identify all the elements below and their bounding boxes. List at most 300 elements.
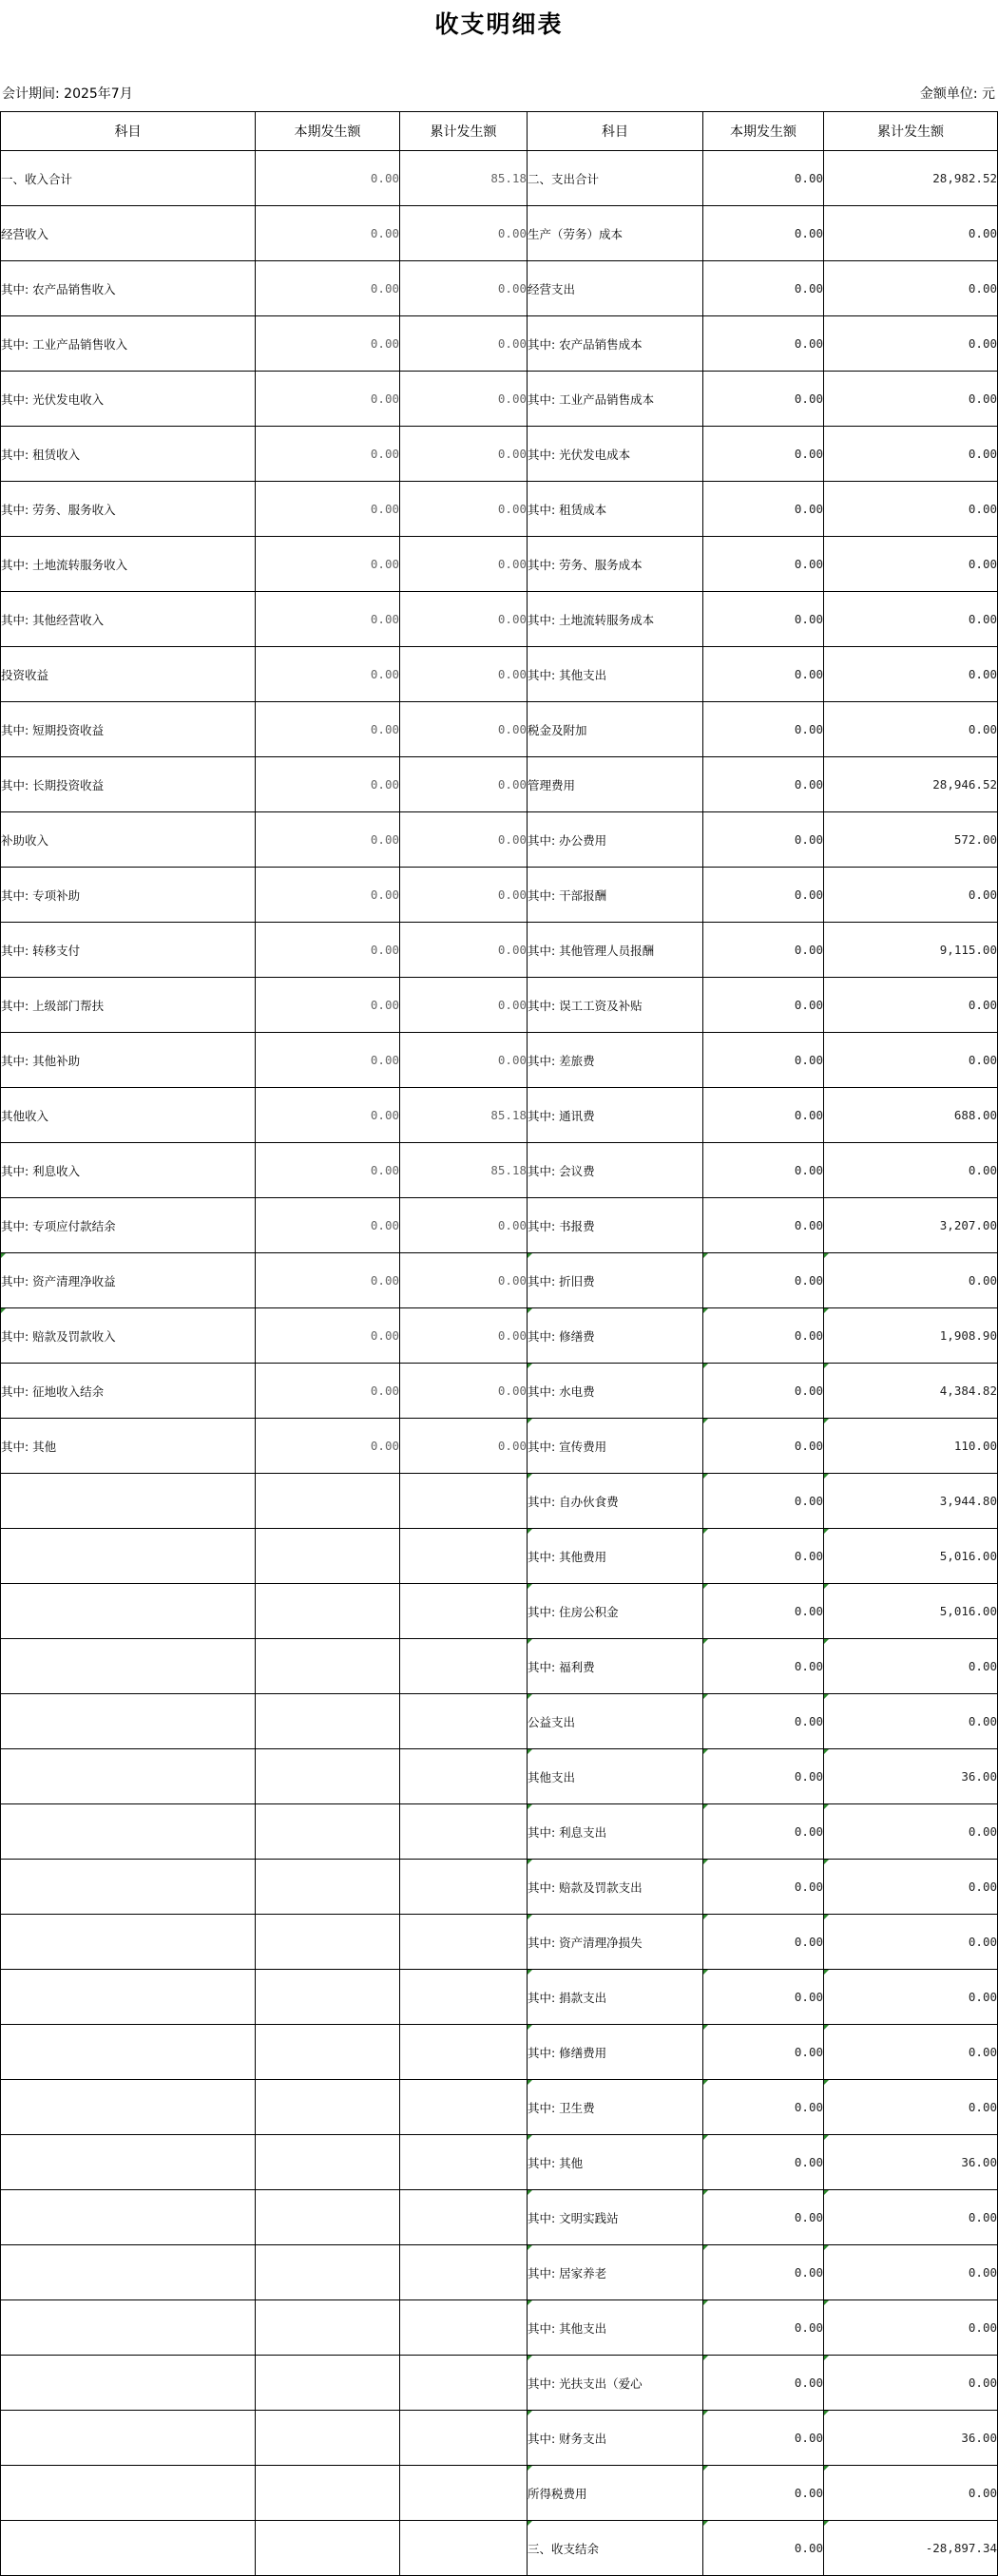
income-current-cell bbox=[256, 2521, 400, 2576]
income-current-cell: 0.00 bbox=[256, 316, 400, 372]
income-current-cell: 0.00 bbox=[256, 427, 400, 482]
expense-cumulative-cell: 3,207.00 bbox=[824, 1198, 998, 1253]
income-subject-cell: 补助收入 bbox=[1, 812, 256, 868]
expense-current-cell: 0.00 bbox=[703, 1970, 824, 2025]
expense-current-cell: 0.00 bbox=[703, 1308, 824, 1364]
income-subject-cell bbox=[1, 2025, 256, 2080]
income-current-cell bbox=[256, 2300, 400, 2356]
expense-cumulative-cell: 36.00 bbox=[824, 2411, 998, 2466]
table-row bbox=[1, 427, 998, 482]
table-row bbox=[1, 868, 998, 923]
expense-current-cell: 0.00 bbox=[703, 2025, 824, 2080]
expense-cumulative-cell: 28,982.52 bbox=[824, 151, 998, 206]
expense-cumulative-cell: 0.00 bbox=[824, 1253, 998, 1308]
expense-subject-cell: 三、收支结余 bbox=[528, 2521, 703, 2576]
income-cumulative-cell bbox=[400, 1749, 528, 1804]
income-current-cell: 0.00 bbox=[256, 923, 400, 978]
expense-cumulative-cell: 0.00 bbox=[824, 1143, 998, 1198]
income-current-cell: 0.00 bbox=[256, 1364, 400, 1419]
income-subject-cell bbox=[1, 1860, 256, 1915]
income-current-cell: 0.00 bbox=[256, 151, 400, 206]
table-row bbox=[1, 1694, 998, 1749]
table-row bbox=[1, 372, 998, 427]
expense-subject-cell: 其中: 其他支出 bbox=[528, 2300, 703, 2356]
income-current-cell: 0.00 bbox=[256, 1143, 400, 1198]
table-row bbox=[1, 1364, 998, 1419]
income-current-cell: 0.00 bbox=[256, 757, 400, 812]
income-subject-cell: 其中: 其他补助 bbox=[1, 1033, 256, 1088]
expense-current-cell: 0.00 bbox=[703, 812, 824, 868]
income-cumulative-cell: 0.00 bbox=[400, 206, 528, 261]
expense-cumulative-cell: 0.00 bbox=[824, 2356, 998, 2411]
expense-current-cell: 0.00 bbox=[703, 1143, 824, 1198]
income-cumulative-cell: 85.18 bbox=[400, 1088, 528, 1143]
income-current-cell: 0.00 bbox=[256, 1308, 400, 1364]
expense-cumulative-cell: 0.00 bbox=[824, 482, 998, 537]
table-row bbox=[1, 316, 998, 372]
header-income-current: 本期发生额 bbox=[256, 112, 400, 151]
table-row bbox=[1, 2466, 998, 2521]
income-current-cell: 0.00 bbox=[256, 1088, 400, 1143]
expense-subject-cell: 其中: 居家养老 bbox=[528, 2245, 703, 2300]
table-row bbox=[1, 812, 998, 868]
header-income-subject: 科目 bbox=[1, 112, 256, 151]
table-row bbox=[1, 1419, 998, 1474]
income-current-cell bbox=[256, 2466, 400, 2521]
table-row bbox=[1, 1308, 998, 1364]
table-row bbox=[1, 2135, 998, 2190]
income-current-cell bbox=[256, 1804, 400, 1860]
expense-current-cell: 0.00 bbox=[703, 2245, 824, 2300]
income-subject-cell: 其中: 征地收入结余 bbox=[1, 1364, 256, 1419]
accounting-period: 会计期间: 2025年7月 bbox=[2, 86, 133, 102]
expense-current-cell: 0.00 bbox=[703, 1915, 824, 1970]
expense-current-cell: 0.00 bbox=[703, 537, 824, 592]
expense-current-cell: 0.00 bbox=[703, 1364, 824, 1419]
expense-subject-cell: 其中: 资产清理净损失 bbox=[528, 1915, 703, 1970]
income-current-cell: 0.00 bbox=[256, 868, 400, 923]
income-subject-cell: 其中: 土地流转服务收入 bbox=[1, 537, 256, 592]
table-row bbox=[1, 2521, 998, 2576]
expense-cumulative-cell: 0.00 bbox=[824, 372, 998, 427]
income-cumulative-cell: 0.00 bbox=[400, 812, 528, 868]
income-subject-cell bbox=[1, 1639, 256, 1694]
income-cumulative-cell bbox=[400, 1970, 528, 2025]
income-cumulative-cell bbox=[400, 2245, 528, 2300]
table-row bbox=[1, 2025, 998, 2080]
income-subject-cell bbox=[1, 2245, 256, 2300]
income-current-cell bbox=[256, 1584, 400, 1639]
income-current-cell: 0.00 bbox=[256, 1253, 400, 1308]
income-cumulative-cell: 0.00 bbox=[400, 923, 528, 978]
income-cumulative-cell: 0.00 bbox=[400, 1364, 528, 1419]
expense-current-cell: 0.00 bbox=[703, 2521, 824, 2576]
expense-current-cell: 0.00 bbox=[703, 2411, 824, 2466]
expense-current-cell: 0.00 bbox=[703, 261, 824, 316]
income-cumulative-cell: 0.00 bbox=[400, 537, 528, 592]
expense-current-cell: 0.00 bbox=[703, 647, 824, 702]
income-cumulative-cell: 0.00 bbox=[400, 592, 528, 647]
expense-subject-cell: 其中: 租赁成本 bbox=[528, 482, 703, 537]
table-row bbox=[1, 978, 998, 1033]
expense-subject-cell: 其中: 其他管理人员报酬 bbox=[528, 923, 703, 978]
income-cumulative-cell: 0.00 bbox=[400, 1419, 528, 1474]
expense-cumulative-cell: 0.00 bbox=[824, 2025, 998, 2080]
expense-cumulative-cell: 4,384.82 bbox=[824, 1364, 998, 1419]
expense-subject-cell: 其中: 其他支出 bbox=[528, 647, 703, 702]
income-current-cell: 0.00 bbox=[256, 978, 400, 1033]
income-current-cell: 0.00 bbox=[256, 482, 400, 537]
expense-subject-cell: 其中: 其他 bbox=[528, 2135, 703, 2190]
expense-cumulative-cell: 36.00 bbox=[824, 2135, 998, 2190]
expense-subject-cell: 其中: 劳务、服务成本 bbox=[528, 537, 703, 592]
expense-subject-cell: 其中: 水电费 bbox=[528, 1364, 703, 1419]
table-row bbox=[1, 1143, 998, 1198]
expense-cumulative-cell: 36.00 bbox=[824, 1749, 998, 1804]
expense-current-cell: 0.00 bbox=[703, 1088, 824, 1143]
expense-subject-cell: 其中: 捐款支出 bbox=[528, 1970, 703, 2025]
expense-current-cell: 0.00 bbox=[703, 2190, 824, 2245]
expense-cumulative-cell: 572.00 bbox=[824, 812, 998, 868]
income-cumulative-cell bbox=[400, 1639, 528, 1694]
expense-cumulative-cell: 0.00 bbox=[824, 2300, 998, 2356]
expense-subject-cell: 其中: 自办伙食费 bbox=[528, 1474, 703, 1529]
expense-cumulative-cell: 1,908.90 bbox=[824, 1308, 998, 1364]
table-row bbox=[1, 757, 998, 812]
expense-cumulative-cell: 0.00 bbox=[824, 427, 998, 482]
expense-subject-cell: 税金及附加 bbox=[528, 702, 703, 757]
expense-cumulative-cell: 9,115.00 bbox=[824, 923, 998, 978]
table-row bbox=[1, 2356, 998, 2411]
income-cumulative-cell: 0.00 bbox=[400, 1198, 528, 1253]
expense-subject-cell: 其中: 文明实践站 bbox=[528, 2190, 703, 2245]
expense-subject-cell: 其中: 福利费 bbox=[528, 1639, 703, 1694]
expense-current-cell: 0.00 bbox=[703, 1584, 824, 1639]
income-subject-cell: 投资收益 bbox=[1, 647, 256, 702]
expense-subject-cell: 其中: 宣传费用 bbox=[528, 1419, 703, 1474]
expense-current-cell: 0.00 bbox=[703, 978, 824, 1033]
income-cumulative-cell bbox=[400, 1584, 528, 1639]
expense-cumulative-cell: 3,944.80 bbox=[824, 1474, 998, 1529]
table-row bbox=[1, 482, 998, 537]
table-row bbox=[1, 1474, 998, 1529]
income-subject-cell: 其中: 转移支付 bbox=[1, 923, 256, 978]
expense-subject-cell: 其中: 光伏发电成本 bbox=[528, 427, 703, 482]
income-current-cell: 0.00 bbox=[256, 647, 400, 702]
expense-current-cell: 0.00 bbox=[703, 1474, 824, 1529]
expense-current-cell: 0.00 bbox=[703, 1804, 824, 1860]
table-row bbox=[1, 1915, 998, 1970]
expense-cumulative-cell: 0.00 bbox=[824, 592, 998, 647]
expense-current-cell: 0.00 bbox=[703, 868, 824, 923]
income-subject-cell: 其中: 专项补助 bbox=[1, 868, 256, 923]
income-subject-cell: 其中: 长期投资收益 bbox=[1, 757, 256, 812]
expense-subject-cell: 二、支出合计 bbox=[528, 151, 703, 206]
income-cumulative-cell: 0.00 bbox=[400, 757, 528, 812]
expense-subject-cell: 其中: 住房公积金 bbox=[528, 1584, 703, 1639]
income-current-cell bbox=[256, 1639, 400, 1694]
table-body bbox=[1, 151, 998, 2576]
table-row bbox=[1, 1033, 998, 1088]
expense-cumulative-cell: 0.00 bbox=[824, 1970, 998, 2025]
expense-current-cell: 0.00 bbox=[703, 592, 824, 647]
income-subject-cell: 其中: 利息收入 bbox=[1, 1143, 256, 1198]
expense-cumulative-cell: 110.00 bbox=[824, 1419, 998, 1474]
expense-current-cell: 0.00 bbox=[703, 206, 824, 261]
table-row bbox=[1, 2080, 998, 2135]
currency-unit: 金额单位: 元 bbox=[919, 86, 995, 102]
income-cumulative-cell: 0.00 bbox=[400, 868, 528, 923]
income-cumulative-cell: 0.00 bbox=[400, 647, 528, 702]
table-row bbox=[1, 923, 998, 978]
income-current-cell bbox=[256, 2135, 400, 2190]
expense-subject-cell: 所得税费用 bbox=[528, 2466, 703, 2521]
income-subject-cell: 其中: 其他经营收入 bbox=[1, 592, 256, 647]
expense-cumulative-cell: 0.00 bbox=[824, 1639, 998, 1694]
expense-subject-cell: 其中: 利息支出 bbox=[528, 1804, 703, 1860]
income-cumulative-cell: 0.00 bbox=[400, 482, 528, 537]
header-expense-current: 本期发生额 bbox=[703, 112, 824, 151]
expense-cumulative-cell: 0.00 bbox=[824, 537, 998, 592]
expense-current-cell: 0.00 bbox=[703, 1253, 824, 1308]
income-current-cell bbox=[256, 1529, 400, 1584]
income-subject-cell: 其中: 其他 bbox=[1, 1419, 256, 1474]
expense-current-cell: 0.00 bbox=[703, 372, 824, 427]
table-row bbox=[1, 647, 998, 702]
expense-cumulative-cell: 0.00 bbox=[824, 2245, 998, 2300]
table-row bbox=[1, 2300, 998, 2356]
income-current-cell: 0.00 bbox=[256, 537, 400, 592]
expense-current-cell: 0.00 bbox=[703, 1749, 824, 1804]
table-row bbox=[1, 702, 998, 757]
income-subject-cell: 其中: 资产清理净收益 bbox=[1, 1253, 256, 1308]
income-cumulative-cell: 85.18 bbox=[400, 1143, 528, 1198]
expense-subject-cell: 其中: 办公费用 bbox=[528, 812, 703, 868]
table-row bbox=[1, 1970, 998, 2025]
table-row bbox=[1, 1639, 998, 1694]
income-cumulative-cell bbox=[400, 2466, 528, 2521]
income-cumulative-cell bbox=[400, 1915, 528, 1970]
income-cumulative-cell bbox=[400, 1860, 528, 1915]
income-cumulative-cell bbox=[400, 1474, 528, 1529]
expense-current-cell: 0.00 bbox=[703, 316, 824, 372]
table-row bbox=[1, 1253, 998, 1308]
expense-subject-cell: 其中: 通讯费 bbox=[528, 1088, 703, 1143]
income-subject-cell: 一、收入合计 bbox=[1, 151, 256, 206]
income-cumulative-cell: 0.00 bbox=[400, 978, 528, 1033]
income-subject-cell: 其中: 短期投资收益 bbox=[1, 702, 256, 757]
expense-cumulative-cell: 0.00 bbox=[824, 316, 998, 372]
table-row bbox=[1, 2245, 998, 2300]
expense-cumulative-cell: 0.00 bbox=[824, 647, 998, 702]
income-subject-cell bbox=[1, 2521, 256, 2576]
table-row bbox=[1, 2190, 998, 2245]
expense-subject-cell: 其他支出 bbox=[528, 1749, 703, 1804]
expense-current-cell: 0.00 bbox=[703, 1198, 824, 1253]
table-row bbox=[1, 2411, 998, 2466]
income-current-cell bbox=[256, 1749, 400, 1804]
table-header-row bbox=[1, 112, 998, 151]
expense-cumulative-cell: 0.00 bbox=[824, 261, 998, 316]
income-current-cell bbox=[256, 2080, 400, 2135]
expense-subject-cell: 生产（劳务）成本 bbox=[528, 206, 703, 261]
expense-cumulative-cell: 5,016.00 bbox=[824, 1529, 998, 1584]
income-cumulative-cell: 0.00 bbox=[400, 261, 528, 316]
income-current-cell bbox=[256, 1970, 400, 2025]
income-subject-cell: 其中: 上级部门帮扶 bbox=[1, 978, 256, 1033]
expense-cumulative-cell: 0.00 bbox=[824, 702, 998, 757]
expense-cumulative-cell: 0.00 bbox=[824, 1915, 998, 1970]
table-row bbox=[1, 206, 998, 261]
expense-cumulative-cell: 0.00 bbox=[824, 1804, 998, 1860]
expense-subject-cell: 公益支出 bbox=[528, 1694, 703, 1749]
expense-current-cell: 0.00 bbox=[703, 151, 824, 206]
income-cumulative-cell bbox=[400, 1804, 528, 1860]
expense-current-cell: 0.00 bbox=[703, 1639, 824, 1694]
expense-cumulative-cell: -28,897.34 bbox=[824, 2521, 998, 2576]
income-subject-cell bbox=[1, 2466, 256, 2521]
income-subject-cell bbox=[1, 1474, 256, 1529]
expense-cumulative-cell: 0.00 bbox=[824, 1033, 998, 1088]
income-cumulative-cell: 0.00 bbox=[400, 316, 528, 372]
expense-current-cell: 0.00 bbox=[703, 702, 824, 757]
table-row bbox=[1, 261, 998, 316]
income-cumulative-cell bbox=[400, 2135, 528, 2190]
income-current-cell bbox=[256, 2245, 400, 2300]
income-subject-cell bbox=[1, 1584, 256, 1639]
expense-subject-cell: 其中: 工业产品销售成本 bbox=[528, 372, 703, 427]
income-current-cell: 0.00 bbox=[256, 592, 400, 647]
page-title: 收支明细表 bbox=[434, 10, 564, 38]
header-income-cumulative: 累计发生额 bbox=[400, 112, 528, 151]
income-current-cell: 0.00 bbox=[256, 372, 400, 427]
income-cumulative-cell: 0.00 bbox=[400, 1308, 528, 1364]
expense-cumulative-cell: 0.00 bbox=[824, 2466, 998, 2521]
table-row bbox=[1, 151, 998, 206]
income-subject-cell bbox=[1, 2411, 256, 2466]
income-subject-cell: 其中: 赔款及罚款收入 bbox=[1, 1308, 256, 1364]
table-row bbox=[1, 537, 998, 592]
income-cumulative-cell bbox=[400, 2025, 528, 2080]
income-subject-cell: 其中: 租赁收入 bbox=[1, 427, 256, 482]
expense-subject-cell: 其中: 修缮费 bbox=[528, 1308, 703, 1364]
income-cumulative-cell bbox=[400, 2356, 528, 2411]
expense-cumulative-cell: 0.00 bbox=[824, 868, 998, 923]
expense-cumulative-cell: 0.00 bbox=[824, 2080, 998, 2135]
income-cumulative-cell bbox=[400, 2521, 528, 2576]
income-cumulative-cell: 0.00 bbox=[400, 1253, 528, 1308]
expense-cumulative-cell: 688.00 bbox=[824, 1088, 998, 1143]
expense-subject-cell: 其中: 修缮费用 bbox=[528, 2025, 703, 2080]
table-row bbox=[1, 1584, 998, 1639]
expense-cumulative-cell: 0.00 bbox=[824, 2190, 998, 2245]
income-cumulative-cell: 0.00 bbox=[400, 1033, 528, 1088]
table-row bbox=[1, 1088, 998, 1143]
expense-subject-cell: 管理费用 bbox=[528, 757, 703, 812]
expense-current-cell: 0.00 bbox=[703, 2466, 824, 2521]
income-cumulative-cell bbox=[400, 1529, 528, 1584]
expense-cumulative-cell: 0.00 bbox=[824, 206, 998, 261]
expense-current-cell: 0.00 bbox=[703, 2300, 824, 2356]
income-subject-cell bbox=[1, 2080, 256, 2135]
expense-subject-cell: 其中: 误工工资及补贴 bbox=[528, 978, 703, 1033]
income-subject-cell bbox=[1, 1804, 256, 1860]
table-row bbox=[1, 1860, 998, 1915]
expense-subject-cell: 其中: 土地流转服务成本 bbox=[528, 592, 703, 647]
table-row bbox=[1, 1804, 998, 1860]
income-subject-cell bbox=[1, 1529, 256, 1584]
expense-current-cell: 0.00 bbox=[703, 1033, 824, 1088]
income-cumulative-cell: 0.00 bbox=[400, 372, 528, 427]
expense-current-cell: 0.00 bbox=[703, 1529, 824, 1584]
expense-current-cell: 0.00 bbox=[703, 482, 824, 537]
income-cumulative-cell bbox=[400, 2190, 528, 2245]
income-subject-cell bbox=[1, 1915, 256, 1970]
income-cumulative-cell bbox=[400, 2300, 528, 2356]
income-current-cell: 0.00 bbox=[256, 812, 400, 868]
expense-subject-cell: 其中: 卫生费 bbox=[528, 2080, 703, 2135]
income-current-cell bbox=[256, 2190, 400, 2245]
expense-subject-cell: 其中: 光扶支出（爱心 bbox=[528, 2356, 703, 2411]
income-subject-cell bbox=[1, 2135, 256, 2190]
expense-subject-cell: 经营支出 bbox=[528, 261, 703, 316]
expense-subject-cell: 其中: 差旅费 bbox=[528, 1033, 703, 1088]
income-expense-table bbox=[0, 111, 998, 2576]
expense-current-cell: 0.00 bbox=[703, 1860, 824, 1915]
income-current-cell bbox=[256, 1694, 400, 1749]
header-expense-cumulative: 累计发生额 bbox=[824, 112, 998, 151]
income-current-cell: 0.00 bbox=[256, 702, 400, 757]
income-current-cell bbox=[256, 1860, 400, 1915]
income-subject-cell: 经营收入 bbox=[1, 206, 256, 261]
expense-cumulative-cell: 0.00 bbox=[824, 978, 998, 1033]
expense-subject-cell: 其中: 干部报酬 bbox=[528, 868, 703, 923]
expense-subject-cell: 其中: 农产品销售成本 bbox=[528, 316, 703, 372]
expense-subject-cell: 其中: 会议费 bbox=[528, 1143, 703, 1198]
income-cumulative-cell: 0.00 bbox=[400, 427, 528, 482]
income-subject-cell: 其中: 光伏发电收入 bbox=[1, 372, 256, 427]
expense-cumulative-cell: 28,946.52 bbox=[824, 757, 998, 812]
income-subject-cell: 其中: 农产品销售收入 bbox=[1, 261, 256, 316]
header-expense-subject: 科目 bbox=[528, 112, 703, 151]
income-subject-cell bbox=[1, 2300, 256, 2356]
income-current-cell: 0.00 bbox=[256, 206, 400, 261]
expense-cumulative-cell: 0.00 bbox=[824, 1860, 998, 1915]
income-subject-cell: 其中: 工业产品销售收入 bbox=[1, 316, 256, 372]
expense-subject-cell: 其中: 赔款及罚款支出 bbox=[528, 1860, 703, 1915]
income-current-cell bbox=[256, 2411, 400, 2466]
income-cumulative-cell: 0.00 bbox=[400, 702, 528, 757]
income-subject-cell: 其中: 专项应付款结余 bbox=[1, 1198, 256, 1253]
income-subject-cell bbox=[1, 1749, 256, 1804]
expense-current-cell: 0.00 bbox=[703, 2356, 824, 2411]
income-subject-cell bbox=[1, 2190, 256, 2245]
table-row bbox=[1, 1529, 998, 1584]
expense-current-cell: 0.00 bbox=[703, 427, 824, 482]
income-cumulative-cell bbox=[400, 1694, 528, 1749]
table-row bbox=[1, 592, 998, 647]
income-current-cell bbox=[256, 1915, 400, 1970]
income-cumulative-cell bbox=[400, 2080, 528, 2135]
income-subject-cell bbox=[1, 1694, 256, 1749]
income-current-cell: 0.00 bbox=[256, 1419, 400, 1474]
expense-current-cell: 0.00 bbox=[703, 1694, 824, 1749]
income-current-cell bbox=[256, 2356, 400, 2411]
expense-current-cell: 0.00 bbox=[703, 757, 824, 812]
expense-subject-cell: 其中: 书报费 bbox=[528, 1198, 703, 1253]
expense-current-cell: 0.00 bbox=[703, 2080, 824, 2135]
table-row bbox=[1, 1749, 998, 1804]
